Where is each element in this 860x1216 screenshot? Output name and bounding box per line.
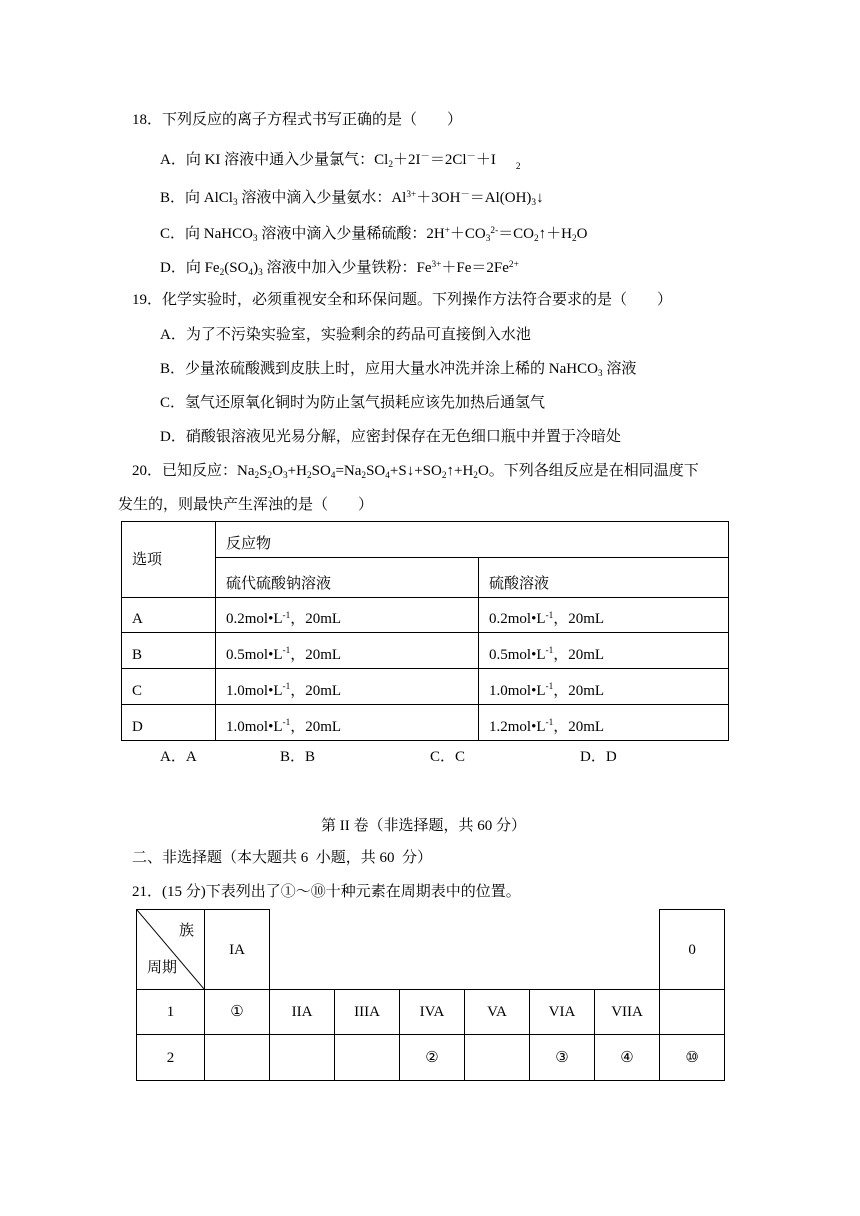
q19-stem: 19．化学实验时，必须重视安全和环保问题。下列操作方法符合要求的是（ ） (132, 292, 673, 308)
text-run: B．向 AlCl (160, 190, 233, 206)
q20-choice-d: D．D (580, 749, 617, 765)
subscript: 2 (361, 470, 367, 481)
q18-option-b (160, 189, 544, 207)
text-run: ↑+H (446, 463, 474, 479)
table-header-thiosulfate: 硫代硫酸钠溶液 (216, 558, 479, 598)
text-run: ) (253, 260, 259, 276)
subscript: 3 (485, 233, 491, 244)
q20-choice-c: C．C (430, 749, 466, 765)
q18-option-a (160, 151, 521, 173)
pt-cell (465, 1035, 530, 1081)
pt-cell: VIIA (595, 990, 660, 1035)
subscript: 3 (258, 267, 263, 278)
text-run: ＝Al(OH) (469, 190, 532, 206)
table-cell-option: C (122, 669, 216, 705)
text-run: S (259, 463, 268, 479)
period-row (137, 1035, 725, 1081)
q18-option-c (160, 225, 588, 243)
q19-option-c (160, 394, 545, 412)
text-run: SO (366, 463, 386, 479)
superscript: 3+ (406, 189, 417, 200)
text-run: 1.0mol•L (226, 718, 283, 735)
table-cell-thiosulfate (216, 598, 479, 633)
text-run: 0.2mol•L (489, 611, 546, 627)
text-run: A．为了不污染实验室，实验剩余的药品可直接倒入水池 (160, 327, 531, 343)
text-run: 溶液 (602, 361, 637, 377)
text-run: =Na (335, 463, 362, 479)
pt-cell: ⑩ (660, 1035, 725, 1081)
q20-choice-b: B．B (280, 749, 316, 765)
group-header-last: 0 (660, 910, 725, 990)
text-run: ，20mL (290, 718, 342, 735)
q18-stem: 18．下列反应的离子方程式书写正确的是（ ） (132, 112, 463, 128)
text-run: C．氢气还原氧化铜时为防止氢气损耗应该先加热后通氢气 (160, 395, 546, 411)
pt-cell: ④ (595, 1035, 660, 1081)
pt-cell: IVA (400, 990, 465, 1035)
pt-cell (335, 1035, 400, 1081)
table-cell-option: B (122, 633, 216, 669)
q20-choice-a: A．A (160, 749, 197, 765)
superscript: 3+ (431, 259, 442, 270)
header-gap (270, 910, 660, 990)
text-run: ，20mL (553, 718, 605, 735)
text-run: C．向 NaHCO (160, 226, 253, 242)
subscript: 2 (267, 470, 273, 481)
subscript: 3 (597, 368, 603, 379)
table-row (122, 669, 729, 705)
table-cell-acid (479, 598, 729, 633)
text-run: ＋3OH (416, 190, 461, 206)
subscript: 2 (219, 267, 225, 278)
period-label: 1 (137, 990, 205, 1035)
period-row (137, 990, 725, 1035)
q18-option-d (160, 259, 519, 277)
superscript: -1 (545, 682, 554, 693)
table-cell-thiosulfate (216, 669, 479, 705)
q19-option-b (160, 360, 636, 378)
text-run: ，20mL (290, 682, 342, 699)
text-run: A．向 KI 溶液中通入少量氯气：Cl (160, 152, 389, 168)
text-run: 0.5mol•L (489, 646, 546, 663)
periodic-table (136, 909, 725, 1081)
superscript: － (460, 189, 470, 200)
superscript: -1 (282, 682, 291, 693)
superscript: － (420, 151, 430, 162)
text-run: B．少量浓硫酸溅到皮肤上时，应用大量水冲洗并涂上稀的 NaHCO (160, 361, 598, 377)
period-label: 2 (137, 1035, 205, 1081)
superscript: -1 (545, 718, 554, 729)
q21-stem: 21．(15 分)下表列出了①～⑩十种元素在周期表中的位置。 (132, 884, 521, 900)
subscript: 4 (248, 267, 254, 278)
subscript: 2 (473, 470, 478, 481)
corner-group-label: 族 (179, 923, 195, 939)
q20-stem-line1 (132, 462, 699, 480)
table-header-reactants: 反应物 (216, 522, 729, 558)
subscript: 2 (441, 470, 447, 481)
superscript: -1 (282, 718, 291, 729)
table-cell-acid (479, 669, 729, 705)
text-run: (SO (224, 260, 249, 276)
superscript: 2- (490, 225, 499, 236)
text-run: O (576, 226, 588, 242)
subscript: 4 (385, 470, 390, 481)
corner-period-label: 周期 (147, 960, 178, 976)
pt-cell: IIIA (335, 990, 400, 1035)
table-row (122, 705, 729, 741)
q20-reactant-table (121, 521, 729, 741)
table-cell-option: A (122, 598, 216, 633)
q19-option-d (160, 428, 621, 446)
text-run: ↑＋H (538, 226, 573, 242)
text-run: ＋Fe＝2Fe (441, 260, 509, 276)
pt-cell: IIA (270, 990, 335, 1035)
superscript: + (444, 225, 450, 236)
superscript: -1 (282, 610, 291, 621)
text-run: +H (287, 463, 307, 479)
text-run: ＝2Cl (429, 152, 467, 168)
text-run: 0.2mol•L (226, 611, 283, 627)
pt-cell: ② (400, 1035, 465, 1081)
subscript: 3 (232, 197, 238, 208)
table-row (122, 598, 729, 633)
text-run: O (272, 463, 283, 479)
text-run: ，20mL (553, 611, 605, 627)
text-run: ＋I (475, 152, 496, 168)
text-run: D．向 Fe (160, 260, 220, 276)
text-run: 20．已知反应：Na (132, 463, 255, 479)
superscript: -1 (545, 646, 554, 657)
text-run: D．硝酸银溶液见光易分解，应密封保存在无色细口瓶中并置于冷暗处 (160, 429, 621, 445)
subscript: 4 (330, 470, 336, 481)
pt-cell: VA (465, 990, 530, 1035)
part2-heading: 二、非选择题（本大题共 6 小题，共 60 分） (132, 850, 433, 866)
text-run: ＋2I (393, 152, 421, 168)
superscript: -1 (545, 610, 554, 621)
text-run: ，20mL (553, 682, 605, 699)
text-run: 溶液中滴入少量稀硫酸：2H (257, 226, 445, 242)
subscript: 2 (515, 162, 521, 173)
group-header-first: IA (205, 910, 270, 990)
text-run: ，20mL (553, 646, 605, 663)
superscript: － (466, 151, 476, 162)
subscript: 3 (283, 470, 288, 481)
text-run: 溶液中加入少量铁粉：Fe (262, 260, 432, 276)
pt-cell: ③ (530, 1035, 595, 1081)
table-header-acid: 硫酸溶液 (479, 558, 729, 598)
text-run: 1.0mol•L (226, 682, 283, 699)
text-run: ＝CO (498, 226, 535, 242)
text-run: ＋CO (449, 226, 486, 242)
text-run: 溶液中滴入少量氨水：Al (237, 190, 407, 206)
pt-cell (205, 1035, 270, 1081)
q19-option-a (160, 326, 531, 344)
text-run: ，20mL (290, 646, 342, 663)
subscript: 2 (388, 159, 393, 170)
text-run: 1.0mol•L (489, 682, 546, 699)
table-header-option: 选项 (122, 522, 216, 598)
corner-cell (137, 910, 205, 990)
table-cell-thiosulfate (216, 705, 479, 741)
subscript: 2 (534, 233, 539, 244)
text-run: O。下列各组反应是在相同温度下 (477, 463, 699, 479)
pt-cell: VIA (530, 990, 595, 1035)
superscript: -1 (282, 646, 291, 657)
table-cell-acid (479, 633, 729, 669)
part2-title: 第 II 卷（非选择题，共 60 分） (321, 818, 526, 834)
text-run: ↓ (536, 190, 544, 206)
subscript: 2 (254, 470, 260, 481)
subscript: 3 (252, 233, 258, 244)
superscript: 2+ (508, 259, 519, 270)
subscript: 2 (306, 470, 312, 481)
text-run: ，20mL (290, 611, 342, 627)
text-run: +S↓+SO (389, 463, 442, 479)
text-run: 0.5mol•L (226, 646, 283, 663)
table-cell-acid (479, 705, 729, 741)
pt-cell (270, 1035, 335, 1081)
pt-cell: ① (205, 990, 270, 1035)
subscript: 3 (531, 197, 537, 208)
table-cell-thiosulfate (216, 633, 479, 669)
text-run: 1.2mol•L (489, 718, 546, 735)
q20-stem-line2: 发生的，则最快产生浑浊的是（ ） (118, 497, 374, 513)
text-run: SO (311, 463, 331, 479)
pt-cell (660, 990, 725, 1035)
subscript: 2 (572, 233, 577, 244)
table-row (122, 633, 729, 669)
table-cell-option: D (122, 705, 216, 741)
